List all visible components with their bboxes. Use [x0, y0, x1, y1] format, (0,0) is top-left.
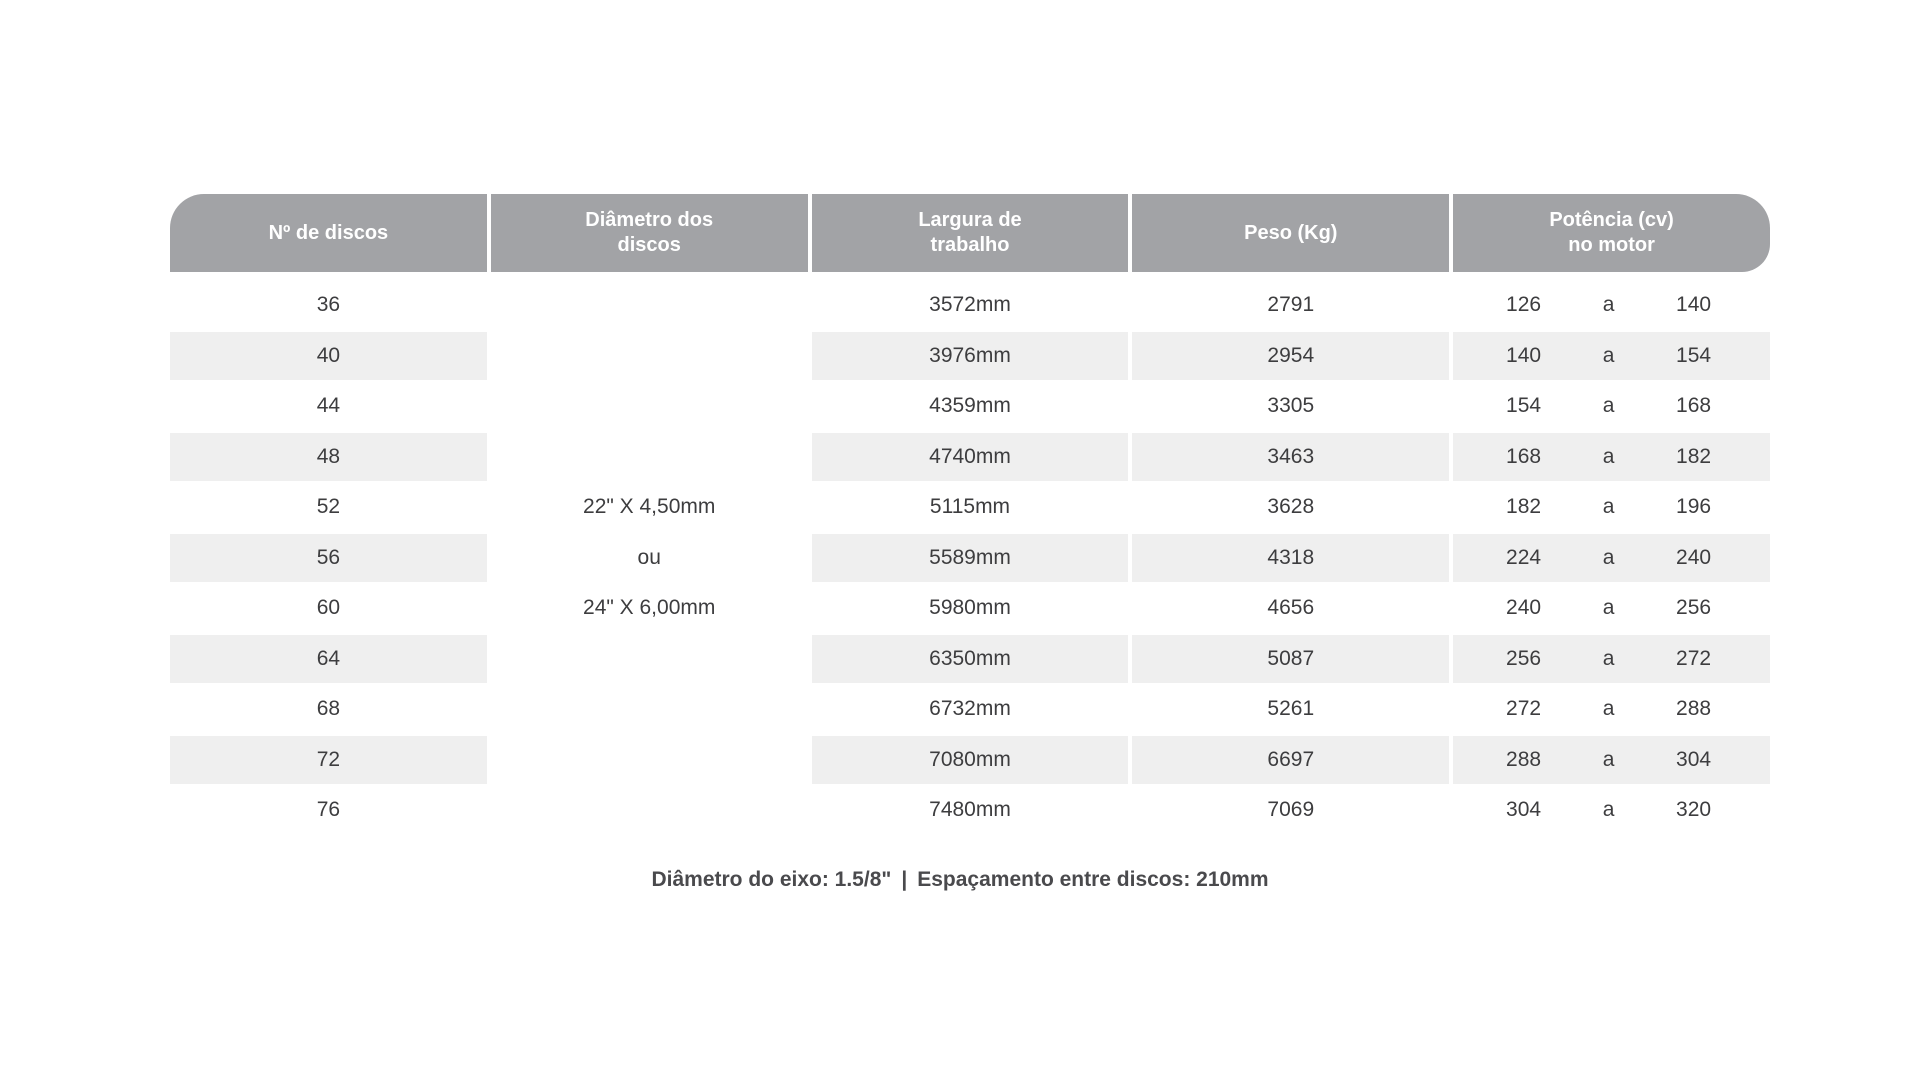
potencia-range: [1453, 293, 1770, 317]
header-peso: Peso (Kg): [1132, 194, 1449, 272]
potencia-min: 154: [1506, 394, 1542, 418]
potencia-max: 304: [1676, 747, 1712, 771]
cell-discos: 56: [170, 534, 487, 582]
cell-peso: 3628: [1267, 495, 1315, 519]
potencia-a: a: [1602, 596, 1615, 620]
footer-separator: |: [901, 868, 908, 891]
table-body: [170, 280, 1766, 836]
table-row: [170, 331, 1766, 382]
potencia-max: 320: [1676, 798, 1712, 822]
cell-largura: 3976mm: [812, 332, 1129, 380]
cell-largura: 5980mm: [929, 596, 1011, 620]
potencia-max: 140: [1676, 293, 1712, 317]
cell-peso: 3305: [1267, 394, 1315, 418]
potencia-a: a: [1602, 697, 1615, 721]
diameter-option-2: 24" X 6,00mm: [583, 596, 716, 619]
potencia-a: a: [1602, 495, 1615, 519]
cell-potencia: [1453, 433, 1770, 481]
table-row: [170, 785, 1766, 836]
cell-peso: 6697: [1132, 736, 1449, 784]
cell-largura: 3572mm: [929, 293, 1011, 317]
potencia-range: [1453, 748, 1770, 772]
potencia-a: a: [1602, 444, 1615, 468]
diameter-cell: [491, 280, 808, 836]
footer-note: [0, 868, 1920, 892]
potencia-max: 256: [1676, 596, 1712, 620]
cell-potencia: [1453, 635, 1770, 683]
cell-peso: 2791: [1267, 293, 1315, 317]
potencia-max: 288: [1676, 697, 1712, 721]
potencia-a: a: [1602, 394, 1615, 418]
potencia-min: 126: [1506, 293, 1542, 317]
cell-peso: 4318: [1132, 534, 1449, 582]
potencia-max: 196: [1676, 495, 1712, 519]
cell-potencia: [1453, 786, 1770, 834]
potencia-max: 168: [1676, 394, 1712, 418]
potencia-min: 182: [1506, 495, 1542, 519]
potencia-max: 240: [1676, 545, 1712, 569]
table-header: [170, 194, 1766, 272]
table-row: [170, 482, 1766, 533]
cell-largura: 7080mm: [812, 736, 1129, 784]
axle-diameter: Diâmetro do eixo: 1.5/8": [651, 868, 892, 891]
header-discos: Nº de discos: [170, 194, 487, 272]
cell-discos: 44: [316, 394, 341, 418]
cell-peso: 4656: [1267, 596, 1315, 620]
potencia-max: 272: [1676, 646, 1712, 670]
potencia-max: 154: [1676, 343, 1712, 367]
spec-table: [170, 194, 1766, 836]
cell-discos: 76: [316, 798, 341, 822]
diameter-option-1: 22" X 4,50mm: [583, 495, 716, 518]
cell-discos: 72: [170, 736, 487, 784]
potencia-range: [1453, 798, 1770, 822]
cell-potencia: [1453, 281, 1770, 329]
cell-discos: 60: [316, 596, 341, 620]
cell-peso: 7069: [1267, 798, 1315, 822]
potencia-a: a: [1602, 747, 1615, 771]
cell-peso: 5087: [1132, 635, 1449, 683]
table-row: [170, 583, 1766, 634]
cell-largura: 5115mm: [929, 495, 1011, 519]
diameter-or: ou: [637, 545, 661, 569]
cell-potencia: [1453, 332, 1770, 380]
potencia-min: 272: [1506, 697, 1542, 721]
potencia-range: [1453, 697, 1770, 721]
table-row: [170, 381, 1766, 432]
potencia-min: 168: [1506, 444, 1542, 468]
cell-potencia: [1453, 382, 1770, 430]
cell-potencia: [1453, 534, 1770, 582]
cell-potencia: [1453, 685, 1770, 733]
potencia-a: a: [1602, 343, 1615, 367]
cell-peso: 3463: [1132, 433, 1449, 481]
cell-potencia: [1453, 736, 1770, 784]
cell-largura: 6732mm: [929, 697, 1011, 721]
potencia-a: a: [1602, 293, 1615, 317]
potencia-range: [1453, 495, 1770, 519]
cell-discos: 40: [170, 332, 487, 380]
table-row: [170, 280, 1766, 331]
potencia-range: [1453, 445, 1770, 469]
cell-largura: 4740mm: [812, 433, 1129, 481]
potencia-range: [1453, 344, 1770, 368]
disc-spacing: Espaçamento entre discos: 210mm: [917, 868, 1269, 891]
potencia-range: [1453, 546, 1770, 570]
table-row: [170, 634, 1766, 685]
potencia-min: 224: [1506, 545, 1542, 569]
potencia-range: [1453, 394, 1770, 418]
cell-potencia: [1453, 584, 1770, 632]
potencia-range: [1453, 647, 1770, 671]
table-row: [170, 735, 1766, 786]
cell-discos: 68: [316, 697, 341, 721]
header-largura: Largura de trabalho: [812, 194, 1129, 272]
potencia-a: a: [1602, 646, 1615, 670]
potencia-min: 240: [1506, 596, 1542, 620]
potencia-min: 304: [1506, 798, 1542, 822]
cell-potencia: [1453, 483, 1770, 531]
cell-largura: 4359mm: [929, 394, 1011, 418]
cell-discos: 36: [316, 293, 341, 317]
potencia-min: 256: [1506, 646, 1542, 670]
table-row: [170, 684, 1766, 735]
cell-discos: 64: [170, 635, 487, 683]
header-diametro: Diâmetro dos discos: [491, 194, 808, 272]
cell-largura: 6350mm: [812, 635, 1129, 683]
table-row: [170, 432, 1766, 483]
cell-discos: 48: [170, 433, 487, 481]
potencia-range: [1453, 596, 1770, 620]
cell-largura: 7480mm: [929, 798, 1011, 822]
cell-peso: 5261: [1267, 697, 1315, 721]
potencia-a: a: [1602, 545, 1615, 569]
potencia-max: 182: [1676, 444, 1712, 468]
potencia-a: a: [1602, 798, 1615, 822]
potencia-min: 288: [1506, 747, 1542, 771]
potencia-min: 140: [1506, 343, 1542, 367]
cell-discos: 52: [316, 495, 341, 519]
table-row: [170, 533, 1766, 584]
header-potencia: Potência (cv) no motor: [1453, 194, 1770, 272]
cell-peso: 2954: [1132, 332, 1449, 380]
cell-largura: 5589mm: [812, 534, 1129, 582]
